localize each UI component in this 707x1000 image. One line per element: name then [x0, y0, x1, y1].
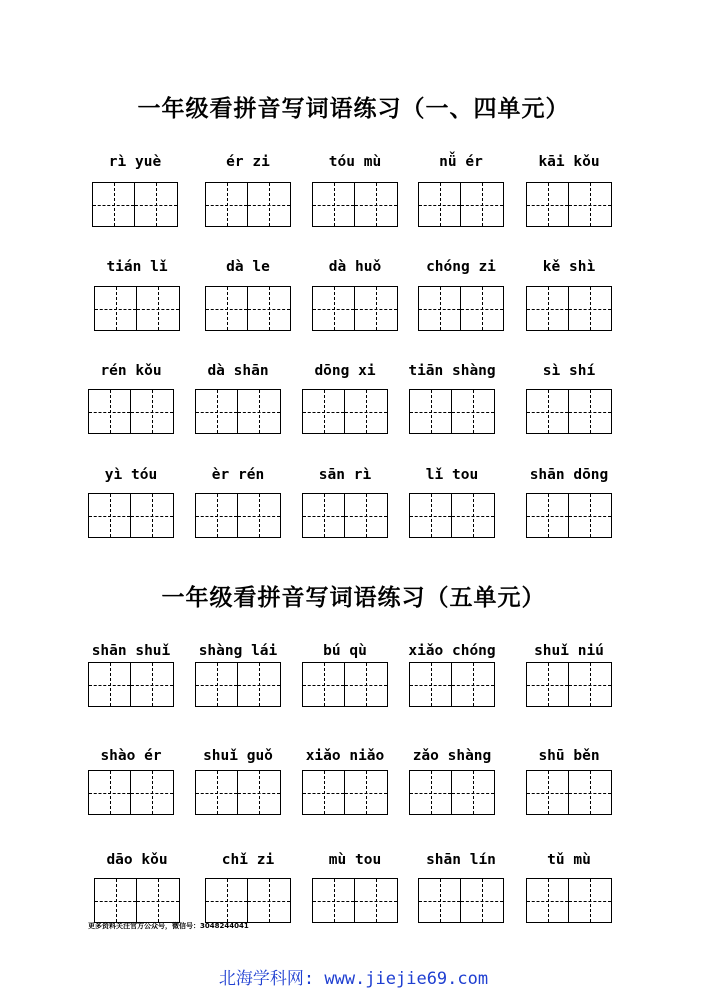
pinyin-label: kě shì [542, 259, 596, 275]
tian-grid-cell[interactable] [131, 390, 173, 433]
guide-line-horizontal [452, 685, 494, 686]
tian-grid-cell[interactable] [569, 771, 611, 814]
guide-line-horizontal [206, 309, 247, 310]
tian-grid-cell[interactable] [569, 879, 611, 922]
writing-box[interactable] [205, 286, 291, 331]
pinyin-label: tián lǐ [106, 259, 168, 275]
guide-line-horizontal [248, 309, 290, 310]
pinyin-label: chóng zi [426, 259, 496, 275]
tian-grid-cell[interactable] [461, 879, 503, 922]
writing-box[interactable] [94, 878, 180, 923]
pinyin-label: shū běn [538, 748, 600, 764]
guide-line-horizontal [452, 516, 494, 517]
tian-grid-cell[interactable] [452, 663, 494, 706]
tian-grid-cell[interactable] [303, 663, 345, 706]
guide-line-horizontal [248, 901, 290, 902]
guide-line-horizontal [461, 309, 503, 310]
footnote: 更多资料关注官方公众号，微信号：3048244041 [88, 922, 249, 930]
guide-line-horizontal [95, 901, 136, 902]
tian-grid-cell[interactable] [206, 287, 248, 330]
pinyin-label: bú qù [323, 643, 367, 659]
guide-line-horizontal [527, 516, 568, 517]
writing-box[interactable] [312, 878, 398, 923]
writing-box[interactable] [94, 286, 180, 331]
writing-box[interactable] [526, 878, 612, 923]
writing-box[interactable] [195, 493, 281, 538]
writing-box[interactable] [418, 878, 504, 923]
pinyin-label: xiǎo chóng [408, 643, 496, 659]
tian-grid-cell[interactable] [527, 287, 569, 330]
tian-grid-cell[interactable] [355, 879, 397, 922]
tian-grid-cell[interactable] [196, 771, 238, 814]
tian-grid-cell[interactable] [345, 771, 387, 814]
guide-line-horizontal [355, 309, 397, 310]
guide-line-horizontal [303, 685, 344, 686]
guide-line-horizontal [419, 205, 460, 206]
writing-box[interactable] [302, 662, 388, 707]
guide-line-horizontal [569, 793, 611, 794]
writing-box[interactable] [312, 286, 398, 331]
guide-line-horizontal [313, 901, 354, 902]
guide-line-horizontal [313, 309, 354, 310]
tian-grid-cell[interactable] [89, 663, 131, 706]
tian-grid-cell[interactable] [89, 771, 131, 814]
section-title: 一年级看拼音写词语练习（五单元） [161, 584, 546, 611]
pinyin-label: tóu mù [328, 154, 382, 170]
tian-grid-cell[interactable] [461, 287, 503, 330]
guide-line-horizontal [527, 901, 568, 902]
pinyin-label: dōng xi [314, 363, 376, 379]
tian-grid-cell[interactable] [461, 183, 503, 226]
pinyin-label: lǐ tou [425, 467, 479, 483]
writing-box[interactable] [88, 389, 174, 434]
writing-box[interactable] [195, 389, 281, 434]
tian-grid-cell[interactable] [238, 390, 280, 433]
pinyin-label: nǚ ér [439, 154, 483, 170]
tian-grid-cell[interactable] [345, 494, 387, 537]
guide-line-horizontal [569, 516, 611, 517]
tian-grid-cell[interactable] [135, 183, 177, 226]
guide-line-horizontal [238, 516, 280, 517]
guide-line-horizontal [569, 309, 611, 310]
tian-grid-cell[interactable] [345, 390, 387, 433]
tian-grid-cell[interactable] [95, 879, 137, 922]
guide-line-horizontal [248, 205, 290, 206]
writing-box[interactable] [526, 389, 612, 434]
pinyin-label: dà shān [207, 363, 269, 379]
writing-box[interactable] [312, 182, 398, 227]
guide-line-horizontal [206, 901, 247, 902]
tian-grid-cell[interactable] [238, 494, 280, 537]
guide-line-horizontal [206, 205, 247, 206]
guide-line-horizontal [345, 516, 387, 517]
tian-grid-cell[interactable] [131, 771, 173, 814]
tian-grid-cell[interactable] [89, 494, 131, 537]
guide-line-horizontal [569, 412, 611, 413]
writing-box[interactable] [526, 493, 612, 538]
writing-box[interactable] [302, 493, 388, 538]
pinyin-label: shuǐ guǒ [203, 748, 273, 764]
tian-grid-cell[interactable] [452, 494, 494, 537]
writing-box[interactable] [526, 770, 612, 815]
pinyin-label: kāi kǒu [538, 154, 600, 170]
writing-box[interactable] [195, 662, 281, 707]
pinyin-label: dāo kǒu [106, 852, 168, 868]
guide-line-horizontal [527, 205, 568, 206]
guide-line-horizontal [196, 412, 237, 413]
pinyin-label: ér zi [226, 154, 270, 170]
tian-grid-cell[interactable] [410, 663, 452, 706]
tian-grid-cell[interactable] [569, 494, 611, 537]
guide-line-horizontal [527, 412, 568, 413]
guide-line-horizontal [95, 309, 136, 310]
guide-line-horizontal [238, 685, 280, 686]
guide-line-horizontal [131, 685, 173, 686]
tian-grid-cell[interactable] [248, 879, 290, 922]
tian-grid-cell[interactable] [410, 771, 452, 814]
guide-line-horizontal [419, 901, 460, 902]
tian-grid-cell[interactable] [303, 390, 345, 433]
tian-grid-cell[interactable] [452, 390, 494, 433]
pinyin-label: shàng lái [198, 643, 278, 659]
guide-line-horizontal [238, 793, 280, 794]
tian-grid-cell[interactable] [569, 183, 611, 226]
tian-grid-cell[interactable] [527, 771, 569, 814]
tian-grid-cell[interactable] [137, 879, 179, 922]
guide-line-horizontal [137, 901, 179, 902]
tian-grid-cell[interactable] [196, 494, 238, 537]
pinyin-label: èr rén [211, 467, 265, 483]
guide-line-horizontal [569, 901, 611, 902]
tian-grid-cell[interactable] [355, 287, 397, 330]
guide-line-horizontal [303, 793, 344, 794]
tian-grid-cell[interactable] [131, 494, 173, 537]
guide-line-horizontal [419, 309, 460, 310]
writing-box[interactable] [409, 389, 495, 434]
guide-line-horizontal [569, 205, 611, 206]
tian-grid-cell[interactable] [410, 390, 452, 433]
writing-box[interactable] [88, 770, 174, 815]
tian-grid-cell[interactable] [569, 663, 611, 706]
tian-grid-cell[interactable] [313, 183, 355, 226]
guide-line-horizontal [410, 685, 451, 686]
guide-line-horizontal [131, 516, 173, 517]
writing-box[interactable] [92, 182, 178, 227]
guide-line-horizontal [452, 412, 494, 413]
writing-box[interactable] [526, 182, 612, 227]
writing-box[interactable] [88, 662, 174, 707]
guide-line-horizontal [89, 412, 130, 413]
guide-line-horizontal [461, 205, 503, 206]
writing-box[interactable] [409, 662, 495, 707]
guide-line-horizontal [196, 685, 237, 686]
tian-grid-cell[interactable] [410, 494, 452, 537]
tian-grid-cell[interactable] [137, 287, 179, 330]
writing-box[interactable] [418, 182, 504, 227]
tian-grid-cell[interactable] [527, 663, 569, 706]
guide-line-horizontal [345, 793, 387, 794]
guide-line-horizontal [303, 516, 344, 517]
writing-box[interactable] [526, 662, 612, 707]
guide-line-horizontal [303, 412, 344, 413]
tian-grid-cell[interactable] [355, 183, 397, 226]
pinyin-label: sì shí [542, 363, 596, 379]
pinyin-label: shào ér [100, 748, 162, 764]
pinyin-label: sān rì [318, 467, 372, 483]
tian-grid-cell[interactable] [196, 390, 238, 433]
guide-line-horizontal [355, 205, 397, 206]
guide-line-horizontal [89, 793, 130, 794]
tian-grid-cell[interactable] [238, 663, 280, 706]
pinyin-label: dà le [226, 259, 270, 275]
guide-line-horizontal [131, 793, 173, 794]
guide-line-horizontal [452, 793, 494, 794]
guide-line-horizontal [93, 205, 134, 206]
pinyin-label: zǎo shàng [412, 748, 492, 764]
writing-box[interactable] [205, 878, 291, 923]
guide-line-horizontal [527, 793, 568, 794]
tian-grid-cell[interactable] [569, 287, 611, 330]
tian-grid-cell[interactable] [206, 879, 248, 922]
tian-grid-cell[interactable] [569, 390, 611, 433]
tian-grid-cell[interactable] [206, 183, 248, 226]
guide-line-horizontal [410, 516, 451, 517]
guide-line-horizontal [131, 412, 173, 413]
writing-box[interactable] [526, 286, 612, 331]
guide-line-horizontal [569, 685, 611, 686]
tian-grid-cell[interactable] [345, 663, 387, 706]
tian-grid-cell[interactable] [419, 183, 461, 226]
tian-grid-cell[interactable] [527, 494, 569, 537]
guide-line-horizontal [527, 309, 568, 310]
tian-grid-cell[interactable] [527, 183, 569, 226]
tian-grid-cell[interactable] [196, 663, 238, 706]
pinyin-label: tiān shàng [408, 363, 496, 379]
section-title: 一年级看拼音写词语练习（一、四单元） [137, 95, 570, 122]
tian-grid-cell[interactable] [95, 287, 137, 330]
guide-line-horizontal [355, 901, 397, 902]
tian-grid-cell[interactable] [131, 663, 173, 706]
tian-grid-cell[interactable] [303, 494, 345, 537]
pinyin-label: mù tou [328, 852, 382, 868]
pinyin-label: xiǎo niǎo [305, 748, 385, 764]
guide-line-horizontal [461, 901, 503, 902]
tian-grid-cell[interactable] [93, 183, 135, 226]
guide-line-horizontal [135, 205, 177, 206]
writing-box[interactable] [195, 770, 281, 815]
writing-box[interactable] [418, 286, 504, 331]
writing-box[interactable] [302, 389, 388, 434]
tian-grid-cell[interactable] [419, 287, 461, 330]
tian-grid-cell[interactable] [313, 287, 355, 330]
writing-box[interactable] [302, 770, 388, 815]
pinyin-label: dà huǒ [328, 259, 382, 275]
guide-line-horizontal [410, 412, 451, 413]
writing-box[interactable] [88, 493, 174, 538]
tian-grid-cell[interactable] [452, 771, 494, 814]
pinyin-label: yì tóu [104, 467, 158, 483]
guide-line-horizontal [313, 205, 354, 206]
tian-grid-cell[interactable] [248, 183, 290, 226]
guide-line-horizontal [410, 793, 451, 794]
pinyin-label: rì yuè [108, 154, 162, 170]
pinyin-label: shuǐ niú [534, 643, 604, 659]
pinyin-label: shān lín [426, 852, 496, 868]
pinyin-label: shān shuǐ [91, 643, 171, 659]
guide-line-horizontal [89, 685, 130, 686]
guide-line-horizontal [89, 516, 130, 517]
tian-grid-cell[interactable] [527, 390, 569, 433]
tian-grid-cell[interactable] [419, 879, 461, 922]
footer-website: 北海学科网: www.jiejie69.com [218, 969, 489, 989]
tian-grid-cell[interactable] [527, 879, 569, 922]
tian-grid-cell[interactable] [238, 771, 280, 814]
pinyin-label: chǐ zi [221, 852, 275, 868]
tian-grid-cell[interactable] [248, 287, 290, 330]
guide-line-horizontal [196, 793, 237, 794]
tian-grid-cell[interactable] [89, 390, 131, 433]
writing-box[interactable] [205, 182, 291, 227]
guide-line-horizontal [345, 412, 387, 413]
writing-box[interactable] [409, 770, 495, 815]
tian-grid-cell[interactable] [303, 771, 345, 814]
guide-line-horizontal [345, 685, 387, 686]
guide-line-horizontal [527, 685, 568, 686]
pinyin-label: shān dōng [529, 467, 609, 483]
pinyin-label: rén kǒu [100, 363, 162, 379]
guide-line-horizontal [238, 412, 280, 413]
guide-line-horizontal [137, 309, 179, 310]
pinyin-label: tǔ mù [547, 852, 591, 868]
writing-box[interactable] [409, 493, 495, 538]
guide-line-horizontal [196, 516, 237, 517]
tian-grid-cell[interactable] [313, 879, 355, 922]
